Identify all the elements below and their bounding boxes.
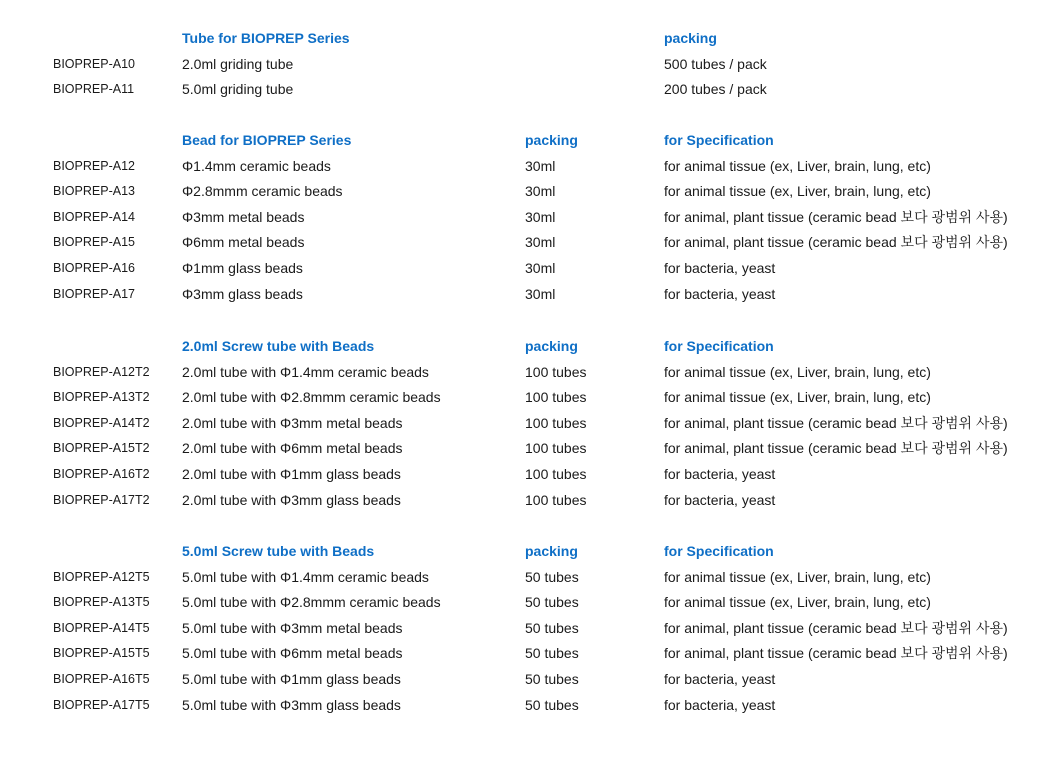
packing-header: packing xyxy=(525,543,578,559)
product-specification: for bacteria, yeast xyxy=(664,465,776,482)
table-row xyxy=(0,52,1047,78)
product-specification: for animal, plant tissue (ceramic bead 보다 광범위 사용) xyxy=(664,208,1008,225)
product-specification: for bacteria, yeast xyxy=(664,491,776,508)
section-title: 5.0ml Screw tube with Beads xyxy=(182,543,375,559)
table-row xyxy=(0,282,1047,308)
product-code: BIOPREP-A13 xyxy=(53,184,135,199)
product-packing: 100 tubes xyxy=(525,363,587,380)
section-header-row xyxy=(0,128,1047,154)
table-row xyxy=(0,154,1047,180)
product-code: BIOPREP-A13T5 xyxy=(53,595,150,610)
specification-header: for Specification xyxy=(664,543,774,559)
packing-header: packing xyxy=(525,338,578,354)
product-name: 5.0ml tube with Φ3mm glass beads xyxy=(182,696,401,713)
table-row xyxy=(0,256,1047,282)
table-row xyxy=(0,205,1047,231)
product-packing: 100 tubes xyxy=(525,465,587,482)
product-packing: 100 tubes xyxy=(525,491,587,508)
product-specification: for bacteria, yeast xyxy=(664,696,776,713)
product-packing: 100 tubes xyxy=(525,389,587,406)
product-name: Φ1mm glass beads xyxy=(182,259,303,276)
product-specification: for animal, plant tissue (ceramic bead 보다 광범위 사용) xyxy=(664,414,1008,431)
table-row xyxy=(0,179,1047,205)
product-name: 2.0ml tube with Φ1.4mm ceramic beads xyxy=(182,363,429,380)
section-title: Bead for BIOPREP Series xyxy=(182,132,352,148)
packing-header: packing xyxy=(664,30,717,46)
table-row xyxy=(0,693,1047,719)
product-code: BIOPREP-A17T5 xyxy=(53,697,150,712)
product-code: BIOPREP-A16T5 xyxy=(53,671,150,686)
product-name: 2.0ml tube with Φ3mm metal beads xyxy=(182,414,403,431)
product-code: BIOPREP-A12 xyxy=(53,158,135,173)
product-packing: 200 tubes / pack xyxy=(664,81,767,98)
table-row xyxy=(0,616,1047,642)
product-code: BIOPREP-A14T5 xyxy=(53,620,150,635)
product-name: 2.0ml tube with Φ2.8mmm ceramic beads xyxy=(182,389,441,406)
product-code: BIOPREP-A15 xyxy=(53,235,135,250)
packing-header: packing xyxy=(525,132,578,148)
product-specification: for animal, plant tissue (ceramic bead 보다 광범위 사용) xyxy=(664,619,1008,636)
product-code: BIOPREP-A17 xyxy=(53,286,135,301)
section-header-row xyxy=(0,539,1047,565)
product-specification: for animal, plant tissue (ceramic bead 보다 광범위 사용) xyxy=(664,440,1008,457)
product-packing: 50 tubes xyxy=(525,619,579,636)
section-title: Tube for BIOPREP Series xyxy=(182,30,350,46)
product-packing: 50 tubes xyxy=(525,645,579,662)
section-tubes xyxy=(0,26,1047,103)
table-row xyxy=(0,565,1047,591)
product-name: 5.0ml tube with Φ2.8mmm ceramic beads xyxy=(182,594,441,611)
product-packing: 50 tubes xyxy=(525,594,579,611)
table-row xyxy=(0,77,1047,103)
specification-header: for Specification xyxy=(664,132,774,148)
product-packing: 30ml xyxy=(525,234,556,251)
product-code: BIOPREP-A12T5 xyxy=(53,569,150,584)
product-name: Φ6mm metal beads xyxy=(182,234,305,251)
product-name: 5.0ml griding tube xyxy=(182,81,294,98)
product-packing: 500 tubes / pack xyxy=(664,55,767,72)
product-name: 2.0ml tube with Φ1mm glass beads xyxy=(182,465,401,482)
product-specification: for animal, plant tissue (ceramic bead 보다 광범위 사용) xyxy=(664,645,1008,662)
product-specification: for animal tissue (ex, Liver, brain, lung, etc) xyxy=(664,389,931,406)
product-specification: for animal, plant tissue (ceramic bead 보다 광범위 사용) xyxy=(664,234,1008,251)
table-row xyxy=(0,411,1047,437)
section-title: 2.0ml Screw tube with Beads xyxy=(182,338,375,354)
product-code: BIOPREP-A16 xyxy=(53,260,135,275)
product-code: BIOPREP-A13T2 xyxy=(53,390,150,405)
table-row xyxy=(0,641,1047,667)
product-code: BIOPREP-A14 xyxy=(53,209,135,224)
product-code: BIOPREP-A15T5 xyxy=(53,646,150,661)
product-name: 5.0ml tube with Φ1.4mm ceramic beads xyxy=(182,568,429,585)
specification-header: for Specification xyxy=(664,338,774,354)
section-header-row xyxy=(0,334,1047,360)
table-row xyxy=(0,488,1047,514)
table-row xyxy=(0,462,1047,488)
product-specification: for bacteria, yeast xyxy=(664,259,776,276)
table-row xyxy=(0,360,1047,386)
product-name: Φ1.4mm ceramic beads xyxy=(182,157,331,174)
product-specification: for animal tissue (ex, Liver, brain, lung, etc) xyxy=(664,183,931,200)
product-name: 2.0ml tube with Φ3mm glass beads xyxy=(182,491,401,508)
table-row xyxy=(0,590,1047,616)
product-specification: for bacteria, yeast xyxy=(664,285,776,302)
product-code: BIOPREP-A12T2 xyxy=(53,364,150,379)
product-packing: 50 tubes xyxy=(525,670,579,687)
product-name: 5.0ml tube with Φ3mm metal beads xyxy=(182,619,403,636)
product-code: BIOPREP-A10 xyxy=(53,56,135,71)
product-specification: for bacteria, yeast xyxy=(664,670,776,687)
product-specification: for animal tissue (ex, Liver, brain, lung, etc) xyxy=(664,594,931,611)
section-5ml-screw-tubes xyxy=(0,539,1047,718)
product-packing: 30ml xyxy=(525,183,556,200)
table-row xyxy=(0,385,1047,411)
section-header-row xyxy=(0,26,1047,52)
product-name: Φ2.8mmm ceramic beads xyxy=(182,183,343,200)
product-code: BIOPREP-A14T2 xyxy=(53,415,150,430)
table-row xyxy=(0,667,1047,693)
product-code: BIOPREP-A11 xyxy=(53,82,135,97)
product-name: 2.0ml griding tube xyxy=(182,55,294,72)
product-name: Φ3mm glass beads xyxy=(182,285,303,302)
product-specification: for animal tissue (ex, Liver, brain, lung, etc) xyxy=(664,363,931,380)
product-packing: 50 tubes xyxy=(525,568,579,585)
product-name: 5.0ml tube with Φ1mm glass beads xyxy=(182,670,401,687)
product-specification: for animal tissue (ex, Liver, brain, lung, etc) xyxy=(664,568,931,585)
product-specification: for animal tissue (ex, Liver, brain, lung, etc) xyxy=(664,157,931,174)
product-name: 5.0ml tube with Φ6mm metal beads xyxy=(182,645,403,662)
product-name: 2.0ml tube with Φ6mm metal beads xyxy=(182,440,403,457)
product-packing: 30ml xyxy=(525,157,556,174)
product-name: Φ3mm metal beads xyxy=(182,208,305,225)
section-beads xyxy=(0,128,1047,307)
product-code: BIOPREP-A15T2 xyxy=(53,441,150,456)
product-packing: 30ml xyxy=(525,208,556,225)
product-packing: 30ml xyxy=(525,285,556,302)
table-row xyxy=(0,436,1047,462)
product-packing: 100 tubes xyxy=(525,440,587,457)
product-packing: 100 tubes xyxy=(525,414,587,431)
product-code: BIOPREP-A16T2 xyxy=(53,466,150,481)
product-packing: 30ml xyxy=(525,259,556,276)
product-code: BIOPREP-A17T2 xyxy=(53,492,150,507)
product-packing: 50 tubes xyxy=(525,696,579,713)
table-row xyxy=(0,230,1047,256)
section-2ml-screw-tubes xyxy=(0,334,1047,513)
